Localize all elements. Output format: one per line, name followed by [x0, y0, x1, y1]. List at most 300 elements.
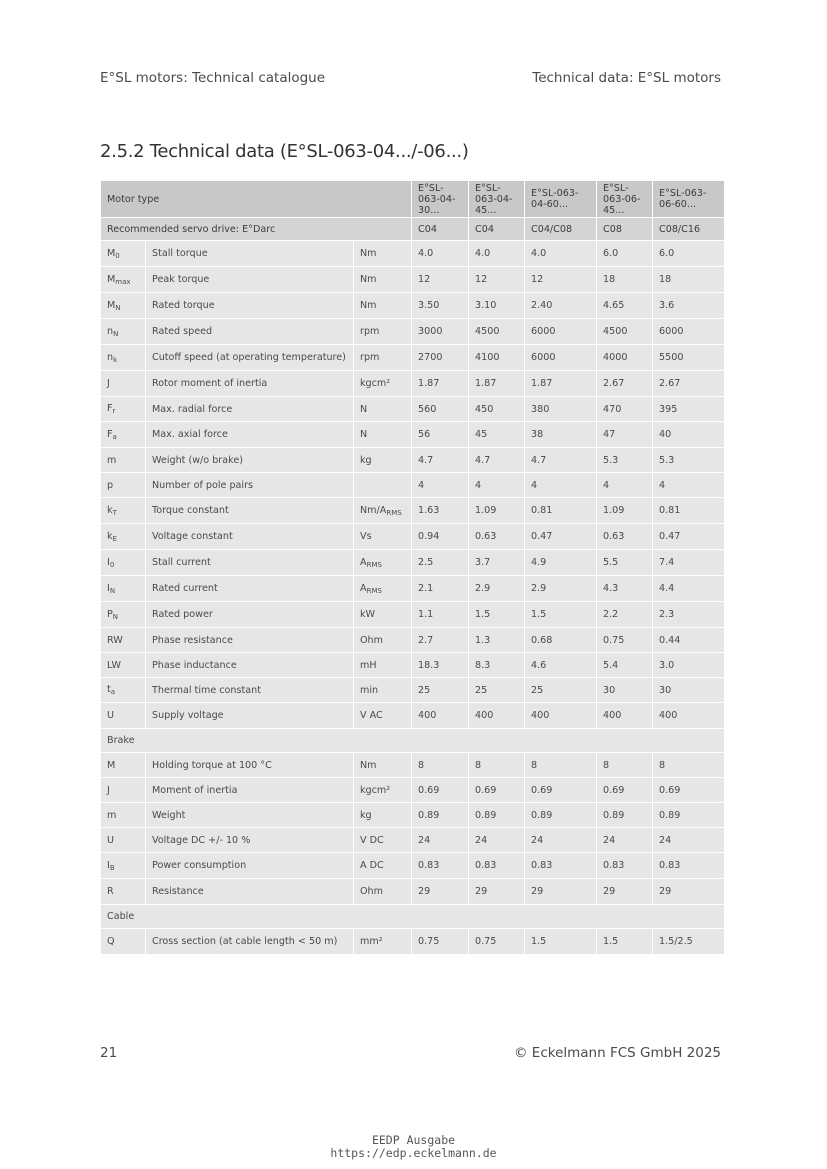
unit-cell [354, 678, 412, 703]
table-row [101, 678, 725, 703]
symbol-cell [101, 319, 146, 345]
unit-cell [354, 929, 412, 955]
value-cell: 3.10 [469, 293, 525, 319]
unit-cell [354, 498, 412, 524]
table-row [101, 628, 725, 653]
edition-url: https://edp.eckelmann.de [330, 1146, 497, 1160]
technical-data-table [100, 180, 725, 955]
motor-type-col-2: E°SL-063-04-45... [469, 181, 525, 218]
symbol-cell [101, 448, 146, 473]
symbol-text: F [107, 428, 113, 440]
value-cell: 380 [525, 397, 597, 422]
symbol-text: F [107, 403, 113, 414]
value-cell: 1.5 [525, 929, 597, 955]
parameter-description: Rated torque [146, 293, 354, 319]
value-cell: 3000 [412, 319, 469, 345]
symbol-text: I [107, 582, 110, 594]
parameter-description: Resistance [146, 879, 354, 905]
symbol-text: P [107, 608, 113, 620]
symbol-cell [101, 371, 146, 397]
value-cell: 4.4 [653, 576, 725, 602]
symbol-text: M [107, 273, 116, 285]
table-row [101, 778, 725, 803]
copyright-notice: © Eckelmann FCS GmbH 2025 [514, 1045, 721, 1061]
value-cell: 5.4 [597, 653, 653, 678]
value-cell: 0.89 [469, 803, 525, 828]
unit-text: Nm [360, 300, 377, 311]
value-cell: 2.3 [653, 602, 725, 628]
value-cell: 0.89 [653, 803, 725, 828]
servo-drive-label: Recommended servo drive: E°Darc [101, 218, 412, 241]
cable-section-label: Cable [101, 905, 725, 929]
unit-text: A [360, 556, 367, 568]
symbol-cell [101, 678, 146, 703]
symbol-cell [101, 293, 146, 319]
parameter-description: Thermal time constant [146, 678, 354, 703]
parameter-description: Weight [146, 803, 354, 828]
symbol-text: p [107, 479, 114, 491]
table-row [101, 703, 725, 729]
value-cell: 4.0 [525, 241, 597, 267]
unit-text: mH [360, 659, 377, 671]
value-cell: 1.5 [597, 929, 653, 955]
unit-cell [354, 778, 412, 803]
value-cell: 8 [412, 753, 469, 778]
value-cell: 2.1 [412, 576, 469, 602]
symbol-subscript: r [112, 407, 116, 415]
unit-text: kg [360, 809, 372, 821]
symbol-text: RW [107, 634, 123, 646]
parameter-description: Max. radial force [146, 397, 354, 422]
value-cell: 5500 [653, 345, 725, 371]
table-row [101, 473, 725, 498]
unit-subscript: RMS [366, 560, 382, 569]
value-cell: 0.83 [597, 853, 653, 879]
table-row [101, 293, 725, 319]
section-title: 2.5.2 Technical data (E°SL-063-04.../-06...) [100, 141, 469, 162]
value-cell: 4.7 [469, 448, 525, 473]
value-cell: 6.0 [653, 241, 725, 267]
symbol-cell [101, 929, 146, 955]
symbol-text: J [107, 378, 110, 389]
parameter-description: Phase inductance [146, 653, 354, 678]
value-cell: 1.87 [412, 371, 469, 397]
value-cell: 0.89 [597, 803, 653, 828]
symbol-subscript: 0 [109, 560, 115, 569]
symbol-cell [101, 397, 146, 422]
value-cell: 0.81 [525, 498, 597, 524]
value-cell: 0.83 [525, 853, 597, 879]
value-cell: 12 [412, 267, 469, 293]
value-cell: 8 [469, 753, 525, 778]
parameter-description: Stall torque [146, 241, 354, 267]
servo-drive-row [101, 218, 725, 241]
value-cell: 6.0 [597, 241, 653, 267]
unit-text: min [360, 684, 379, 696]
value-cell: 25 [469, 678, 525, 703]
value-cell: 400 [653, 703, 725, 729]
value-cell: 1.63 [412, 498, 469, 524]
unit-subscript: RMS [366, 586, 382, 595]
value-cell: 0.47 [653, 524, 725, 550]
value-cell: 0.89 [525, 803, 597, 828]
unit-text: Nm [360, 759, 377, 771]
symbol-text: M [107, 299, 116, 311]
unit-cell [354, 853, 412, 879]
value-cell: 29 [525, 879, 597, 905]
unit-text: A DC [360, 860, 384, 871]
unit-cell [354, 879, 412, 905]
value-cell: 1.5 [525, 602, 597, 628]
value-cell: 4.7 [412, 448, 469, 473]
unit-cell [354, 828, 412, 853]
unit-cell [354, 703, 412, 729]
unit-cell [354, 602, 412, 628]
value-cell: 5.5 [597, 550, 653, 576]
motor-type-col-4: E°SL-063-06-45... [597, 181, 653, 218]
symbol-text: m [107, 809, 117, 821]
running-header-left: E°SL motors: Technical catalogue [100, 70, 326, 86]
table-row [101, 879, 725, 905]
value-cell: 12 [525, 267, 597, 293]
symbol-subscript: N [109, 586, 116, 595]
symbol-text: k [107, 530, 113, 542]
unit-cell [354, 550, 412, 576]
unit-text: kgcm² [360, 378, 391, 389]
parameter-description: Holding torque at 100 °C [146, 753, 354, 778]
table-row [101, 853, 725, 879]
value-cell: 40 [653, 422, 725, 448]
value-cell: 2.9 [469, 576, 525, 602]
value-cell: 400 [469, 703, 525, 729]
value-cell: 4 [597, 473, 653, 498]
value-cell: 7.4 [653, 550, 725, 576]
value-cell: 24 [412, 828, 469, 853]
value-cell: 2.2 [597, 602, 653, 628]
value-cell: 2.5 [412, 550, 469, 576]
value-cell: 2.40 [525, 293, 597, 319]
motor-type-col-3: E°SL-063-04-60... [525, 181, 597, 218]
unit-text: mm² [360, 936, 383, 947]
symbol-subscript: E [112, 534, 117, 543]
symbol-cell [101, 853, 146, 879]
value-cell: 4.7 [525, 448, 597, 473]
value-cell: 3.0 [653, 653, 725, 678]
value-cell: 450 [469, 397, 525, 422]
value-cell: 0.83 [469, 853, 525, 879]
unit-text: N [360, 429, 368, 440]
unit-cell [354, 448, 412, 473]
value-cell: 2.9 [525, 576, 597, 602]
value-cell: 0.83 [653, 853, 725, 879]
unit-cell [354, 803, 412, 828]
symbol-subscript: a [110, 688, 116, 696]
value-cell: 24 [653, 828, 725, 853]
value-cell: 25 [412, 678, 469, 703]
table-row [101, 524, 725, 550]
value-cell: 29 [653, 879, 725, 905]
symbol-text: J [107, 784, 110, 796]
value-cell: 2.7 [412, 628, 469, 653]
parameter-description: Number of pole pairs [146, 473, 354, 498]
brake-section-label: Brake [101, 729, 725, 753]
symbol-cell [101, 703, 146, 729]
symbol-subscript: B [109, 863, 115, 872]
unit-cell [354, 576, 412, 602]
unit-text: A [360, 582, 367, 594]
symbol-subscript: 0 [115, 251, 120, 260]
unit-cell [354, 628, 412, 653]
parameter-description: Moment of inertia [146, 778, 354, 803]
value-cell: 30 [653, 678, 725, 703]
value-cell: 5.3 [597, 448, 653, 473]
unit-cell [354, 422, 412, 448]
symbol-text: M [107, 247, 116, 259]
value-cell: 4500 [597, 319, 653, 345]
table-row [101, 576, 725, 602]
value-cell: 1.5 [469, 602, 525, 628]
symbol-cell [101, 524, 146, 550]
value-cell: 1.09 [469, 498, 525, 524]
symbol-cell [101, 602, 146, 628]
value-cell: 4100 [469, 345, 525, 371]
value-cell: 0.63 [597, 524, 653, 550]
value-cell: 0.68 [525, 628, 597, 653]
symbol-cell [101, 879, 146, 905]
parameter-description: Rotor moment of inertia [146, 371, 354, 397]
value-cell: 4500 [469, 319, 525, 345]
value-cell: 24 [597, 828, 653, 853]
servo-drive-col-4: C08 [597, 218, 653, 241]
unit-cell [354, 397, 412, 422]
value-cell: 400 [597, 703, 653, 729]
value-cell: 56 [412, 422, 469, 448]
value-cell: 0.69 [653, 778, 725, 803]
unit-text: Vs [360, 531, 372, 542]
value-cell: 0.83 [412, 853, 469, 879]
value-cell: 24 [469, 828, 525, 853]
value-cell: 3.7 [469, 550, 525, 576]
value-cell: 0.75 [597, 628, 653, 653]
parameter-description: Stall current [146, 550, 354, 576]
servo-drive-col-3: C04/C08 [525, 218, 597, 241]
page-number: 21 [100, 1045, 118, 1061]
symbol-subscript: N [115, 303, 121, 312]
table-row [101, 929, 725, 955]
symbol-text: t [107, 684, 111, 695]
symbol-cell [101, 345, 146, 371]
table-row [101, 319, 725, 345]
value-cell: 2.67 [597, 371, 653, 397]
value-cell: 18.3 [412, 653, 469, 678]
unit-text: N [360, 403, 368, 415]
table-row [101, 345, 725, 371]
value-cell: 8 [525, 753, 597, 778]
value-cell: 8.3 [469, 653, 525, 678]
motor-type-header-row [101, 181, 725, 218]
value-cell: 2.67 [653, 371, 725, 397]
value-cell: 0.44 [653, 628, 725, 653]
value-cell: 47 [597, 422, 653, 448]
parameter-description: Voltage constant [146, 524, 354, 550]
value-cell: 4.6 [525, 653, 597, 678]
parameter-description: Cutoff speed (at operating temperature) [146, 345, 354, 371]
value-cell: 4 [412, 473, 469, 498]
unit-cell [354, 319, 412, 345]
value-cell: 470 [597, 397, 653, 422]
value-cell: 6000 [525, 345, 597, 371]
unit-text: rpm [360, 326, 380, 337]
cable-section-row [101, 905, 725, 929]
parameter-description: Phase resistance [146, 628, 354, 653]
unit-text: Ohm [360, 634, 383, 646]
parameter-description: Torque constant [146, 498, 354, 524]
servo-drive-col-2: C04 [469, 218, 525, 241]
parameter-description: Peak torque [146, 267, 354, 293]
symbol-cell [101, 828, 146, 853]
symbol-text: Q [107, 936, 115, 947]
table-row [101, 602, 725, 628]
unit-text: V DC [360, 834, 384, 846]
symbol-text: I [107, 859, 110, 871]
symbol-text: k [107, 504, 113, 516]
symbol-cell [101, 267, 146, 293]
table-row [101, 498, 725, 524]
symbol-subscript: N [112, 612, 119, 621]
table-row [101, 241, 725, 267]
value-cell: 5.3 [653, 448, 725, 473]
symbol-text: M [107, 759, 116, 771]
symbol-cell [101, 653, 146, 678]
parameter-description: Max. axial force [146, 422, 354, 448]
table-row [101, 653, 725, 678]
table-row [101, 753, 725, 778]
motor-type-label: Motor type [101, 181, 412, 218]
symbol-cell [101, 241, 146, 267]
table-row [101, 371, 725, 397]
servo-drive-col-5: C08/C16 [653, 218, 725, 241]
value-cell: 1.1 [412, 602, 469, 628]
value-cell: 1.3 [469, 628, 525, 653]
value-cell: 18 [597, 267, 653, 293]
value-cell: 1.87 [469, 371, 525, 397]
value-cell: 395 [653, 397, 725, 422]
value-cell: 0.69 [469, 778, 525, 803]
value-cell: 29 [597, 879, 653, 905]
value-cell: 2700 [412, 345, 469, 371]
value-cell: 0.47 [525, 524, 597, 550]
table-row [101, 448, 725, 473]
unit-cell [354, 345, 412, 371]
value-cell: 12 [469, 267, 525, 293]
servo-drive-col-1: C04 [412, 218, 469, 241]
parameter-description: Weight (w/o brake) [146, 448, 354, 473]
value-cell: 0.69 [597, 778, 653, 803]
value-cell: 6000 [653, 319, 725, 345]
value-cell: 0.69 [525, 778, 597, 803]
symbol-cell [101, 550, 146, 576]
value-cell: 6000 [525, 319, 597, 345]
unit-text: kgcm² [360, 784, 391, 796]
symbol-text: n [107, 325, 114, 337]
symbol-cell [101, 473, 146, 498]
value-cell: 38 [525, 422, 597, 448]
unit-text: Ohm [360, 886, 383, 897]
unit-cell [354, 653, 412, 678]
value-cell: 4000 [597, 345, 653, 371]
unit-text: Nm [360, 248, 377, 259]
parameter-description: Rated speed [146, 319, 354, 345]
unit-text: rpm [360, 352, 380, 363]
table-row [101, 422, 725, 448]
value-cell: 4 [525, 473, 597, 498]
value-cell: 4.3 [597, 576, 653, 602]
value-cell: 1.09 [597, 498, 653, 524]
value-cell: 4 [469, 473, 525, 498]
value-cell: 25 [525, 678, 597, 703]
unit-cell [354, 241, 412, 267]
symbol-cell [101, 498, 146, 524]
value-cell: 18 [653, 267, 725, 293]
symbol-subscript: T [112, 508, 117, 517]
value-cell: 29 [412, 879, 469, 905]
value-cell: 29 [469, 879, 525, 905]
value-cell: 8 [653, 753, 725, 778]
value-cell: 4.0 [412, 241, 469, 267]
value-cell: 3.50 [412, 293, 469, 319]
symbol-cell [101, 778, 146, 803]
motor-type-col-1: E°SL-063-04-30... [412, 181, 469, 218]
brake-section-row [101, 729, 725, 753]
symbol-subscript: k [113, 355, 118, 364]
value-cell: 45 [469, 422, 525, 448]
symbol-text: U [107, 710, 115, 721]
parameter-description: Rated current [146, 576, 354, 602]
symbol-subscript: N [113, 329, 119, 338]
parameter-description: Power consumption [146, 853, 354, 879]
table-row [101, 397, 725, 422]
value-cell: 0.75 [469, 929, 525, 955]
table-row [101, 828, 725, 853]
unit-text: Nm [360, 274, 377, 285]
value-cell: 400 [412, 703, 469, 729]
value-cell: 0.75 [412, 929, 469, 955]
parameter-description: Rated power [146, 602, 354, 628]
motor-type-col-5: E°SL-063-06-60... [653, 181, 725, 218]
unit-text: kg [360, 454, 372, 466]
unit-text: V AC [360, 710, 383, 721]
value-cell: 24 [525, 828, 597, 853]
symbol-cell [101, 753, 146, 778]
symbol-text: n [107, 351, 114, 363]
value-cell: 0.94 [412, 524, 469, 550]
unit-cell [354, 473, 412, 498]
unit-cell [354, 753, 412, 778]
parameter-description: Cross section (at cable length < 50 m) [146, 929, 354, 955]
table-row [101, 803, 725, 828]
edition-stamp: EEDP Ausgabe [371, 1133, 456, 1147]
value-cell: 1.5/2.5 [653, 929, 725, 955]
value-cell: 4.0 [469, 241, 525, 267]
symbol-text: U [107, 834, 115, 846]
running-header-right: Technical data: E°SL motors [532, 70, 721, 86]
value-cell: 3.6 [653, 293, 725, 319]
unit-cell [354, 371, 412, 397]
value-cell: 4.65 [597, 293, 653, 319]
unit-cell [354, 267, 412, 293]
symbol-cell [101, 576, 146, 602]
value-cell: 0.81 [653, 498, 725, 524]
